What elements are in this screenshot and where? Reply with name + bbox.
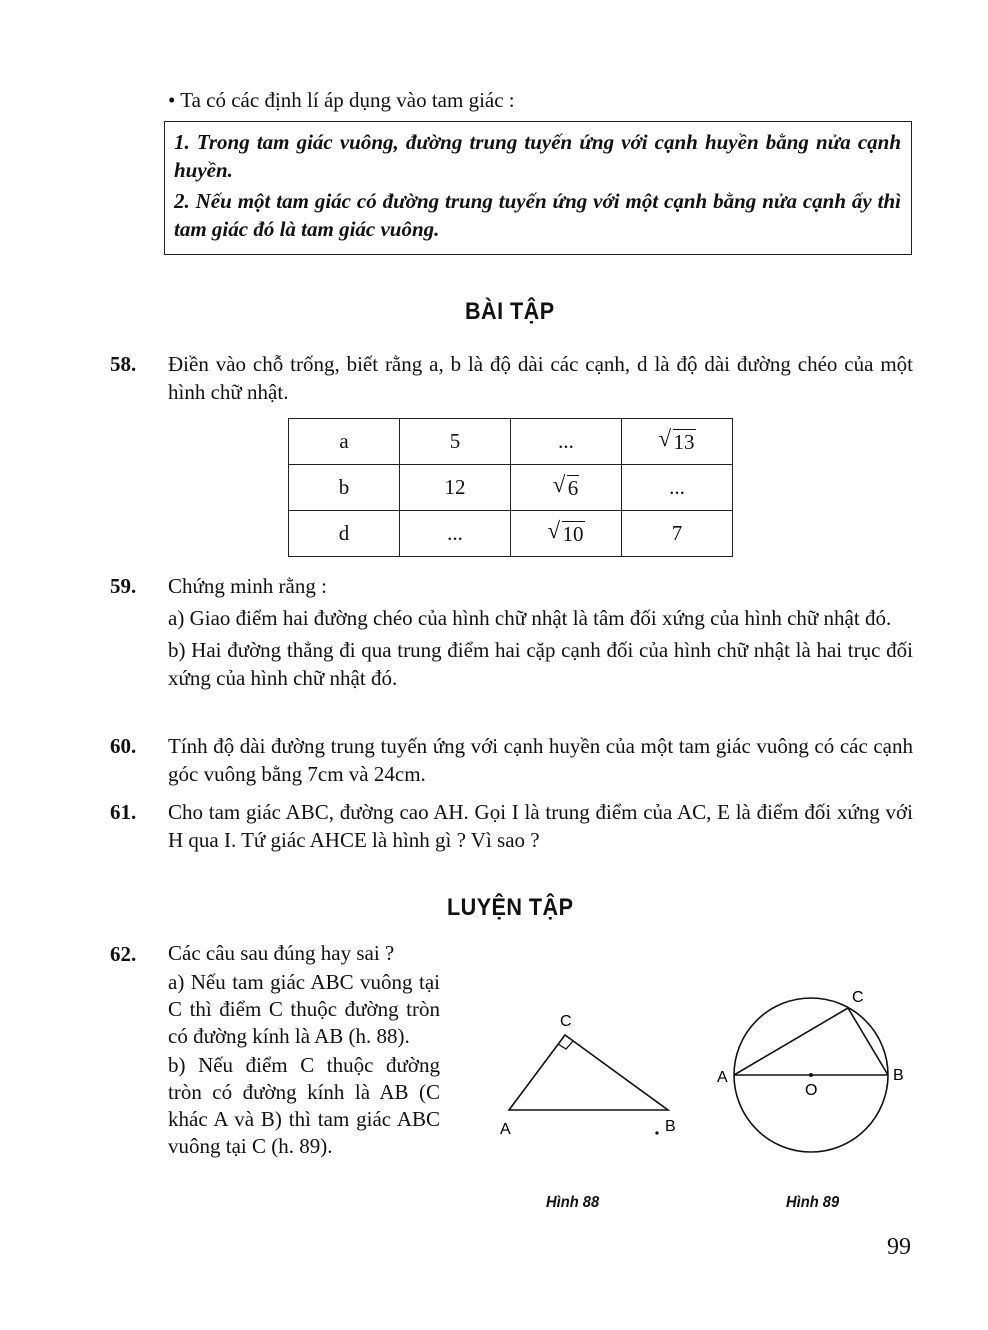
page-number: 99 <box>887 1234 911 1260</box>
figure-88-caption: Hình 88 <box>546 1194 600 1211</box>
exercise-58-text <box>168 350 913 406</box>
table-cell: 5 <box>400 419 511 465</box>
section-heading-exercises: BÀI TẬP <box>465 298 555 325</box>
table-cell: ... <box>400 511 511 557</box>
figure-88 <box>490 1000 700 1150</box>
sqrt-sign <box>659 429 696 455</box>
exercise-60-text <box>168 732 913 788</box>
point-a-label: A <box>717 1069 728 1086</box>
theorem-box <box>164 121 912 255</box>
figure-89 <box>710 985 915 1165</box>
point-a-label: A <box>500 1121 511 1138</box>
center-o <box>809 1073 813 1077</box>
exercise-58-statement: Điền vào chỗ trống, biết rằng a, b là độ dài các cạnh, d là độ dài đường chéo của một hình chữ nhật. <box>168 352 913 404</box>
triangle-abc <box>734 1008 888 1075</box>
table-cell: a <box>289 419 400 465</box>
stray-dot <box>655 1131 658 1134</box>
table-cell: ... <box>511 419 622 465</box>
exercise-62-part-a: a) Nếu tam giác ABC vuông tại C thì điểm C thuộc đường tròn có đường kính là AB (h. 88). <box>168 970 440 1048</box>
exercise-60-statement: Tính độ dài đường trung tuyến ứng với cạnh huyền của một tam giác vuông có các cạnh góc vuông bằng 7cm và 24cm. <box>168 734 913 786</box>
theorem-2: 2. Nếu một tam giác có đường trung tuyến ứng với một cạnh bằng nửa cạnh ấy thì tam giác đó là tam giác vuông. <box>174 189 901 241</box>
exercise-number-60: 60. <box>110 734 137 758</box>
exercise-59-text <box>168 572 913 692</box>
point-b-label: B <box>893 1067 904 1084</box>
section-heading-practice: LUYỆN TẬP <box>447 894 574 921</box>
exercise-59-part-a: a) Giao điểm hai đường chéo của hình chữ nhật là tâm đối xứng của hình chữ nhật đó. <box>168 606 892 630</box>
point-b-label: B <box>665 1118 676 1135</box>
intro-text: • Ta có các định lí áp dụng vào tam giác : <box>168 88 515 112</box>
exercise-61-statement: Cho tam giác ABC, đường cao AH. Gọi I là trung điểm của AC, E là điểm đối xứng với H qua I. Tứ giác AHCE là hình gì ? Vì sao ? <box>168 800 913 852</box>
table-row <box>289 419 733 465</box>
table-cell <box>511 465 622 511</box>
point-c-label: C <box>560 1013 572 1030</box>
exercise-number-58: 58. <box>110 352 137 376</box>
table-cell: 12 <box>400 465 511 511</box>
table-cell: d <box>289 511 400 557</box>
table-cell: 7 <box>622 511 733 557</box>
exercise-62-statement: Các câu sau đúng hay sai ? <box>168 941 395 965</box>
table-row <box>289 511 733 557</box>
sqrt-sign <box>548 521 585 547</box>
sqrt-radicand: 6 <box>567 475 579 500</box>
sqrt-radicand: 10 <box>562 521 584 546</box>
sqrt-sign <box>553 475 580 501</box>
point-o-label: O <box>805 1082 818 1099</box>
exercise-number-62: 62. <box>110 942 137 966</box>
exercise-62-text <box>168 940 440 1160</box>
exercise-number-59: 59. <box>110 574 137 598</box>
theorem-1: 1. Trong tam giác vuông, đường trung tuyến ứng với cạnh huyền bằng nửa cạnh huyền. <box>174 130 901 182</box>
exercise-59-statement: Chứng minh rằng : <box>168 574 327 598</box>
exercise-62-part-b: b) Nếu điểm C thuộc đường tròn có đường kính là AB (C khác A và B) thì tam giác ABC vuông tại C (h. 89). <box>168 1053 440 1158</box>
table-cell <box>622 419 733 465</box>
point-c-label: C <box>852 989 864 1006</box>
table-cell <box>511 511 622 557</box>
exercise-61-text <box>168 798 913 854</box>
triangle-abc <box>509 1035 668 1110</box>
exercise-59-part-b: b) Hai đường thẳng đi qua trung điểm hai cặp cạnh đối của hình chữ nhật là hai trục đối xứng của hình chữ nhật đó. <box>168 638 913 690</box>
table-cell: b <box>289 465 400 511</box>
table-row <box>289 465 733 511</box>
table-cell: ... <box>622 465 733 511</box>
sqrt-radicand: 13 <box>673 429 695 454</box>
exercise-number-61: 61. <box>110 800 137 824</box>
rectangle-table <box>288 418 733 557</box>
figure-89-caption: Hình 89 <box>786 1194 840 1211</box>
